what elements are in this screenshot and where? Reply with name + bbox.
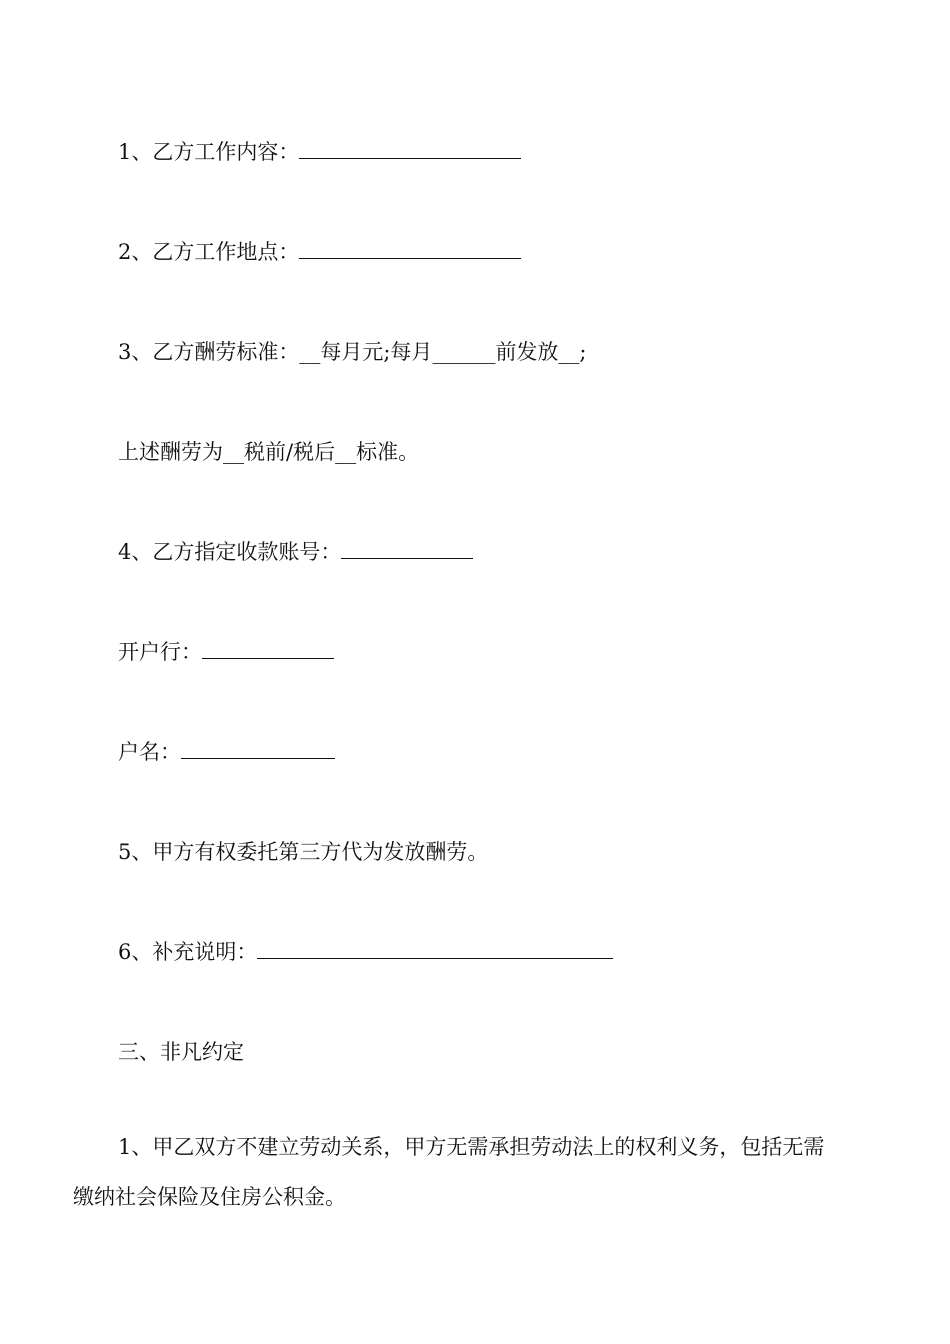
third-party-text: 5、甲方有权委托第三方代为发放酬劳。 [118,840,489,864]
account-name-label: 户名： [118,740,181,764]
clause-one-line-2 [73,1182,346,1212]
work-location-blank[interactable] [299,238,521,259]
section-three-heading [118,1037,244,1067]
pay-standard-text: 3、乙方酬劳标准：__每月元;每月 [118,340,433,364]
third-party-line [118,837,488,867]
section-three-title: 三、非凡约定 [118,1040,244,1064]
account-name-line [118,737,335,767]
tax-note-text: 上述酬劳为__税前/税后__标准。 [118,440,420,464]
account-number-line [118,537,473,567]
clause-one-text-2: 缴纳社会保险及住房公积金。 [73,1185,346,1209]
pay-standard-tail: 前发放__; [495,340,587,364]
supplement-label: 6、补充说明： [118,940,258,964]
clause-one-line-1 [118,1132,824,1162]
supplement-line [118,937,613,967]
work-location-line [118,237,521,267]
account-number-label: 4、乙方指定收款账号： [118,540,342,564]
pay-date-blank: ______ [432,340,496,364]
work-content-label: 1、乙方工作内容： [118,140,300,164]
pay-standard-line [118,337,587,367]
work-content-blank[interactable] [299,138,521,159]
bank-blank[interactable] [202,638,334,659]
account-name-blank[interactable] [181,738,335,759]
tax-note-line [118,437,419,467]
bank-label: 开户行： [118,640,202,664]
work-location-label: 2、乙方工作地点： [118,240,300,264]
bank-line [118,637,334,667]
supplement-blank[interactable] [257,938,613,959]
work-content-line [118,137,521,167]
clause-one-text-1: 1、甲乙双方不建立劳动关系，甲方无需承担劳动法上的权利义务，包括无需 [118,1135,825,1159]
account-number-blank[interactable] [341,538,473,559]
